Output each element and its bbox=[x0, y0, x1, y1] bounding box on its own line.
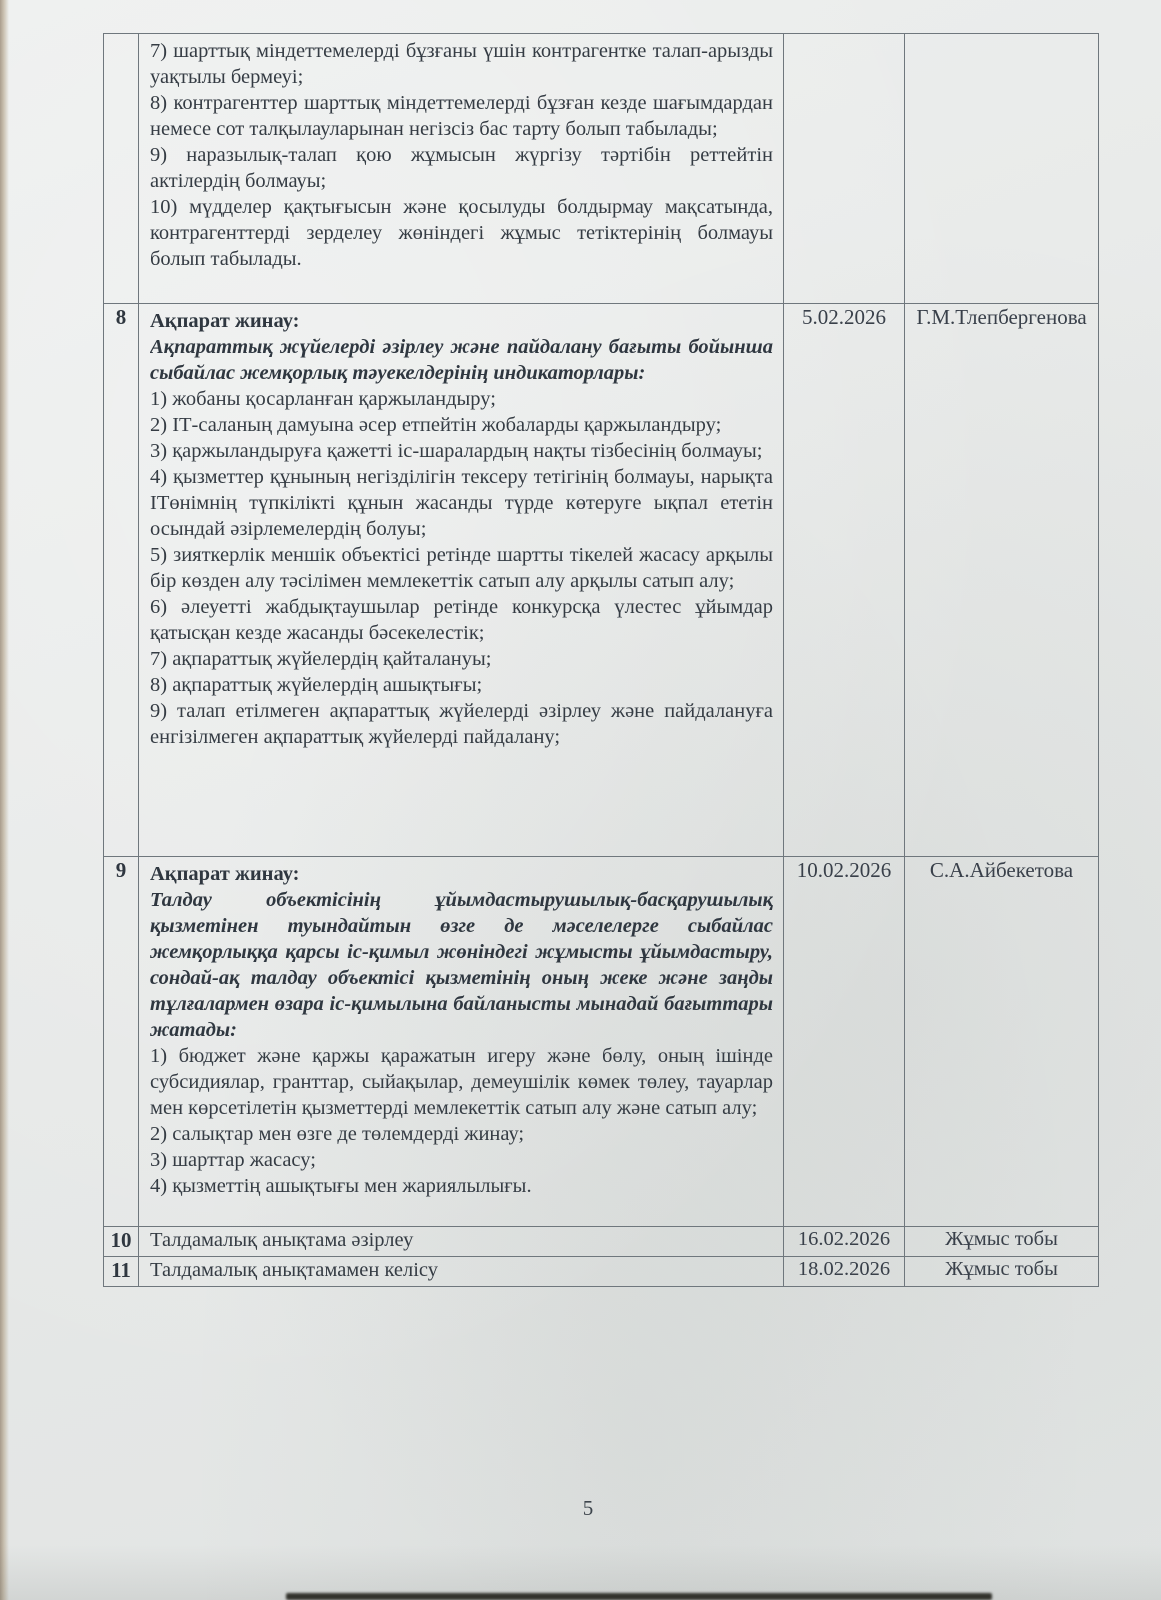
paragraph: 7) шарттық міндеттемелерді бұзғаны үшін контрагентке талап-арызды уақтылы бермеуі; bbox=[150, 40, 773, 88]
paragraph: 8) контрагенттер шарттық міндеттемелерді бұзған кезде шағымдардан немесе сот талқылауларынан негізсіз бас тарту болып табылады; bbox=[150, 92, 773, 140]
row-text-cell bbox=[139, 1257, 784, 1287]
row-text-cell bbox=[139, 1227, 784, 1257]
list-item: 8) ақпараттық жүйелердің ашықтығы; bbox=[150, 674, 483, 696]
row-text-content bbox=[150, 38, 773, 300]
row-text-content bbox=[150, 308, 773, 853]
row-date-cell bbox=[784, 34, 905, 304]
table-row-10 bbox=[104, 1227, 1099, 1257]
row-date-cell: 10.02.2026 bbox=[784, 857, 905, 1227]
list-item: 4) қызметтің ашықтығы мен жариялылығы. bbox=[150, 1175, 532, 1197]
row-date-cell: 18.02.2026 bbox=[784, 1257, 905, 1287]
row-number-cell: 9 bbox=[104, 857, 139, 1227]
list-item: 1) жобаны қосарланған қаржыландыру; bbox=[150, 388, 496, 410]
list-item: 3) қаржыландыруға қажетті іс-шаралардың нақты тізбесінің болмауы; bbox=[150, 440, 763, 462]
list-item: 4) қызметтер құнының негізділігін тексеру тетігінің болмауы, нарықта ІТөнімнің түпкілікті құнын жасанды түрде көтеруге ықпал ететін осындай әзірлемелердің болуы; bbox=[150, 466, 773, 540]
row-number-cell bbox=[104, 34, 139, 304]
row-responsible-cell: Г.М.Тлепбергенова bbox=[905, 304, 1099, 857]
table-row-9 bbox=[104, 857, 1099, 1227]
paper-left-edge bbox=[0, 0, 9, 1600]
section-heading: Ақпарат жинау: bbox=[150, 310, 300, 332]
list-item: 6) әлеуетті жабдықтаушылар ретінде конкурсқа үлестес ұйымдар қатысқан кезде жасанды бәсекелестік; bbox=[150, 596, 773, 644]
section-lead: Талдау объектісінің ұйымдастырушылық-басқарушылық қызметінен туындайтын өзге де мәселелерге сыбайлас жемқорлыққа қарсы іс-қимыл жөніндегі жұмысты ұйымдастыру, сондай-ақ талдау объектісі қызметінің оның жеке және заңды тұлғалармен өзара іс-қимылына байланысты мынадай бағыттары жатады: bbox=[150, 889, 773, 1041]
paragraph: 9) наразылық-талап қою жұмысын жүргізу тәртібін реттейтін актілердің болмауы; bbox=[150, 144, 773, 192]
row-text-cell bbox=[139, 34, 784, 304]
list-item: 2) ІТ-саланың дамуына әсер етпейтін жобаларды қаржыландыру; bbox=[150, 414, 722, 436]
section-heading: Ақпарат жинау: bbox=[150, 863, 300, 885]
list-item: 2) салықтар мен өзге де төлемдерді жинау; bbox=[150, 1123, 525, 1145]
page-number: 5 bbox=[582, 1496, 594, 1520]
row-responsible-cell: Жұмыс тобы bbox=[905, 1227, 1099, 1257]
row-text-cell bbox=[139, 857, 784, 1227]
row-text-content bbox=[150, 861, 773, 1223]
row-text-cell bbox=[139, 304, 784, 857]
list-item: 7) ақпараттық жүйелердің қайталануы; bbox=[150, 648, 492, 670]
scan-edge-strip bbox=[286, 1593, 992, 1600]
table-row-11 bbox=[104, 1257, 1099, 1287]
row-responsible-cell: Жұмыс тобы bbox=[905, 1257, 1099, 1287]
row-number-cell: 10 bbox=[104, 1227, 139, 1257]
row-responsible-cell: С.А.Айбекетова bbox=[905, 857, 1099, 1227]
row-number-cell: 11 bbox=[104, 1257, 139, 1287]
table-row-7-continuation bbox=[104, 34, 1099, 304]
row-date-cell: 16.02.2026 bbox=[784, 1227, 905, 1257]
list-item: 5) зияткерлік меншік объектісі ретінде шартты тікелей жасасу арқылы бір көзден алу тәсілімен мемлекеттік сатып алу арқылы сатып алу; bbox=[150, 544, 773, 592]
list-item: 1) бюджет және қаржы қаражатын игеру және бөлу, оның ішінде субсидиялар, гранттар, сыйақылар, демеушілік көмек төлеу, тауарлар мен көрсетілетін қызметтерді мемлекеттік сатып алу және сатып алу; bbox=[150, 1045, 773, 1119]
action-plan-table bbox=[103, 33, 1099, 1287]
row-responsible-cell bbox=[905, 34, 1099, 304]
row-number-cell: 8 bbox=[104, 304, 139, 857]
list-item: 9) талап етілмеген ақпараттық жүйелерді әзірлеу және пайдалануға енгізілмеген ақпараттық жүйелерді пайдалану; bbox=[150, 700, 773, 748]
row-text: Талдамалық анықтамамен келісу bbox=[150, 1259, 439, 1281]
section-lead: Ақпараттық жүйелерді әзірлеу және пайдалану бағыты бойынша сыбайлас жемқорлық тәуекелдерінің индикаторлары: bbox=[150, 336, 773, 384]
scan-bottom-shadow bbox=[0, 1545, 1161, 1600]
list-item: 3) шарттар жасасу; bbox=[150, 1149, 316, 1171]
paragraph: 10) мүдделер қақтығысын және қосылуды болдырмау мақсатында, контрагенттерді зерделеу жөніндегі жұмыс тетіктерінің болмауы болып табылады. bbox=[150, 196, 773, 270]
row-date-cell: 5.02.2026 bbox=[784, 304, 905, 857]
table-row-8 bbox=[104, 304, 1099, 857]
row-text: Талдамалық анықтама әзірлеу bbox=[150, 1229, 414, 1251]
